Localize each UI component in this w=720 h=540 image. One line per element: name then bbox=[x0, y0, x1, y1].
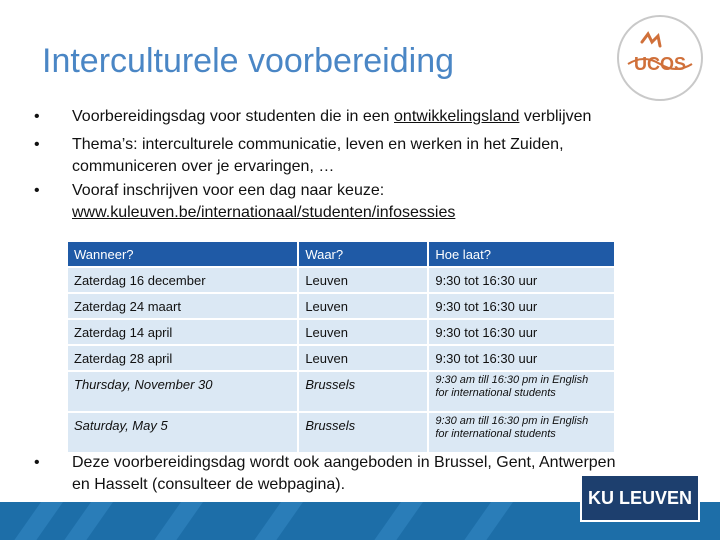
bullet-text-post: verblijven bbox=[519, 108, 592, 125]
table-row bbox=[68, 346, 614, 370]
infosessies-link[interactable]: www.kuleuven.be/internationaal/studenten/infosessies bbox=[72, 204, 456, 221]
cell-place: Leuven bbox=[299, 294, 427, 318]
bullet-text bbox=[72, 134, 702, 178]
bullet-line: Vooraf inschrijven voor een dag naar keuze: bbox=[72, 182, 385, 199]
cell-time-line: for international students bbox=[435, 428, 556, 440]
cell-time: 9:30 tot 16:30 uur bbox=[429, 346, 614, 370]
bullet-dot: • bbox=[34, 108, 40, 125]
slide-title: Interculturele voorbereiding bbox=[42, 42, 455, 80]
footer-stripe bbox=[139, 502, 203, 540]
footer-stripe bbox=[0, 502, 63, 540]
cell-place: Brussels bbox=[299, 413, 427, 452]
bullet-line: Thema’s: interculturele communicatie, leven en werken in het Zuiden, bbox=[72, 136, 564, 153]
cell-time: 9:30 tot 16:30 uur bbox=[429, 268, 614, 292]
cell-place: Leuven bbox=[299, 320, 427, 344]
cell-place: Brussels bbox=[299, 372, 427, 411]
table-row bbox=[68, 320, 614, 344]
cell-time-line: for international students bbox=[435, 387, 556, 399]
cell-date: Zaterdag 28 april bbox=[68, 346, 297, 370]
bullet-text bbox=[72, 180, 702, 224]
cell-time: 9:30 tot 16:30 uur bbox=[429, 320, 614, 344]
table-header-row bbox=[68, 242, 614, 266]
ucos-logo bbox=[614, 12, 706, 104]
header-hoe-laat: Hoe laat? bbox=[429, 242, 614, 266]
cell-place: Leuven bbox=[299, 346, 427, 370]
table-row-english bbox=[68, 372, 614, 411]
table-row-english bbox=[68, 413, 614, 452]
header-waar: Waar? bbox=[299, 242, 427, 266]
ku-leuven-logo: KU LEUVEN bbox=[580, 474, 700, 522]
footer-stripe bbox=[359, 502, 423, 540]
bullet-dot: • bbox=[34, 454, 40, 471]
cell-date: Zaterdag 14 april bbox=[68, 320, 297, 344]
footer-stripe bbox=[239, 502, 303, 540]
bullet-text-pre: Voorbereidingsdag voor studenten die in een bbox=[72, 108, 395, 125]
bullet-text bbox=[72, 106, 702, 128]
cell-date: Thursday, November 30 bbox=[68, 372, 297, 411]
cell-date: Zaterdag 24 maart bbox=[68, 294, 297, 318]
bullet-line: en Hasselt (consulteer de webpagina). bbox=[72, 476, 346, 493]
bullet-line: communiceren over je ervaringen, … bbox=[72, 158, 335, 175]
table-row bbox=[68, 268, 614, 292]
cell-date: Zaterdag 16 december bbox=[68, 268, 297, 292]
schedule-table bbox=[66, 240, 616, 454]
header-wanneer: Wanneer? bbox=[68, 242, 297, 266]
bullet-dot: • bbox=[34, 182, 40, 199]
cell-date: Saturday, May 5 bbox=[68, 413, 297, 452]
logo-text: UCOS bbox=[633, 54, 687, 74]
cell-time-line: 9:30 am till 16:30 pm in English bbox=[435, 415, 589, 427]
bullet-dot: • bbox=[34, 136, 40, 153]
bullet-line: Deze voorbereidingsdag wordt ook aangeboden in Brussel, Gent, Antwerpen bbox=[72, 454, 616, 471]
table-row bbox=[68, 294, 614, 318]
cell-time bbox=[429, 413, 614, 452]
cell-time bbox=[429, 372, 614, 411]
cell-time: 9:30 tot 16:30 uur bbox=[429, 294, 614, 318]
cell-place: Leuven bbox=[299, 268, 427, 292]
footer-stripe bbox=[449, 502, 513, 540]
ontwikkelingsland-link[interactable]: ontwikkelingsland bbox=[394, 108, 520, 125]
cell-time-line: 9:30 am till 16:30 pm in English bbox=[435, 374, 589, 386]
